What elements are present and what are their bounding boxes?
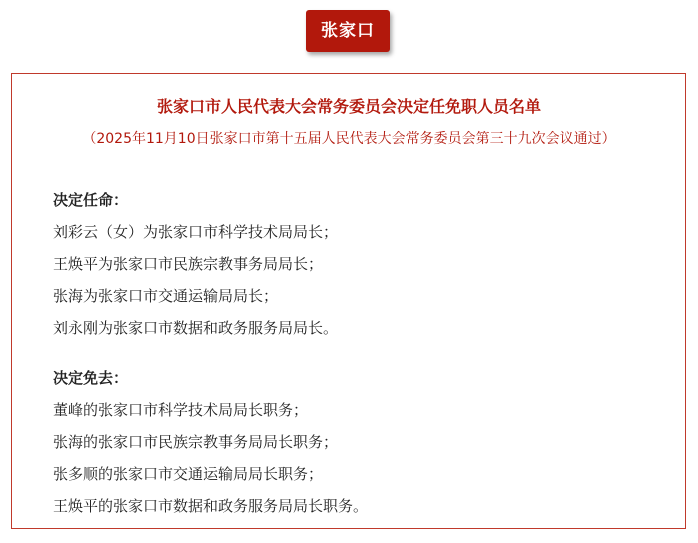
removal-item: 董峰的张家口市科学技术局局长职务； <box>53 401 309 419</box>
appointment-item: 张海为张家口市交通运输局局长； <box>53 287 279 305</box>
appointment-item: 王焕平为张家口市民族宗教事务局局长； <box>53 255 324 273</box>
appointments-heading: 决定任命： <box>53 191 129 209</box>
document-title: 张家口市人民代表大会常务委员会决定任免职人员名单 <box>156 97 541 116</box>
document-subtitle: （2025年11月10日张家口市第十五届人民代表大会常务委员会第三十九次会议通过） <box>82 131 616 147</box>
appointment-item: 刘永刚为张家口市数据和政务服务局局长。 <box>53 319 339 337</box>
removal-item: 张海的张家口市民族宗教事务局局长职务； <box>53 433 339 451</box>
removal-item: 张多顺的张家口市交通运输局局长职务； <box>53 465 324 483</box>
removals-heading: 决定免去： <box>53 369 129 387</box>
appointment-item: 刘彩云（女）为张家口市科学技术局局长； <box>53 223 339 241</box>
appointments-section <box>53 184 338 344</box>
removals-section <box>53 362 368 522</box>
removal-item: 王焕平的张家口市数据和政务服务局局长职务。 <box>53 497 369 515</box>
city-badge: 张家口 <box>306 10 390 52</box>
